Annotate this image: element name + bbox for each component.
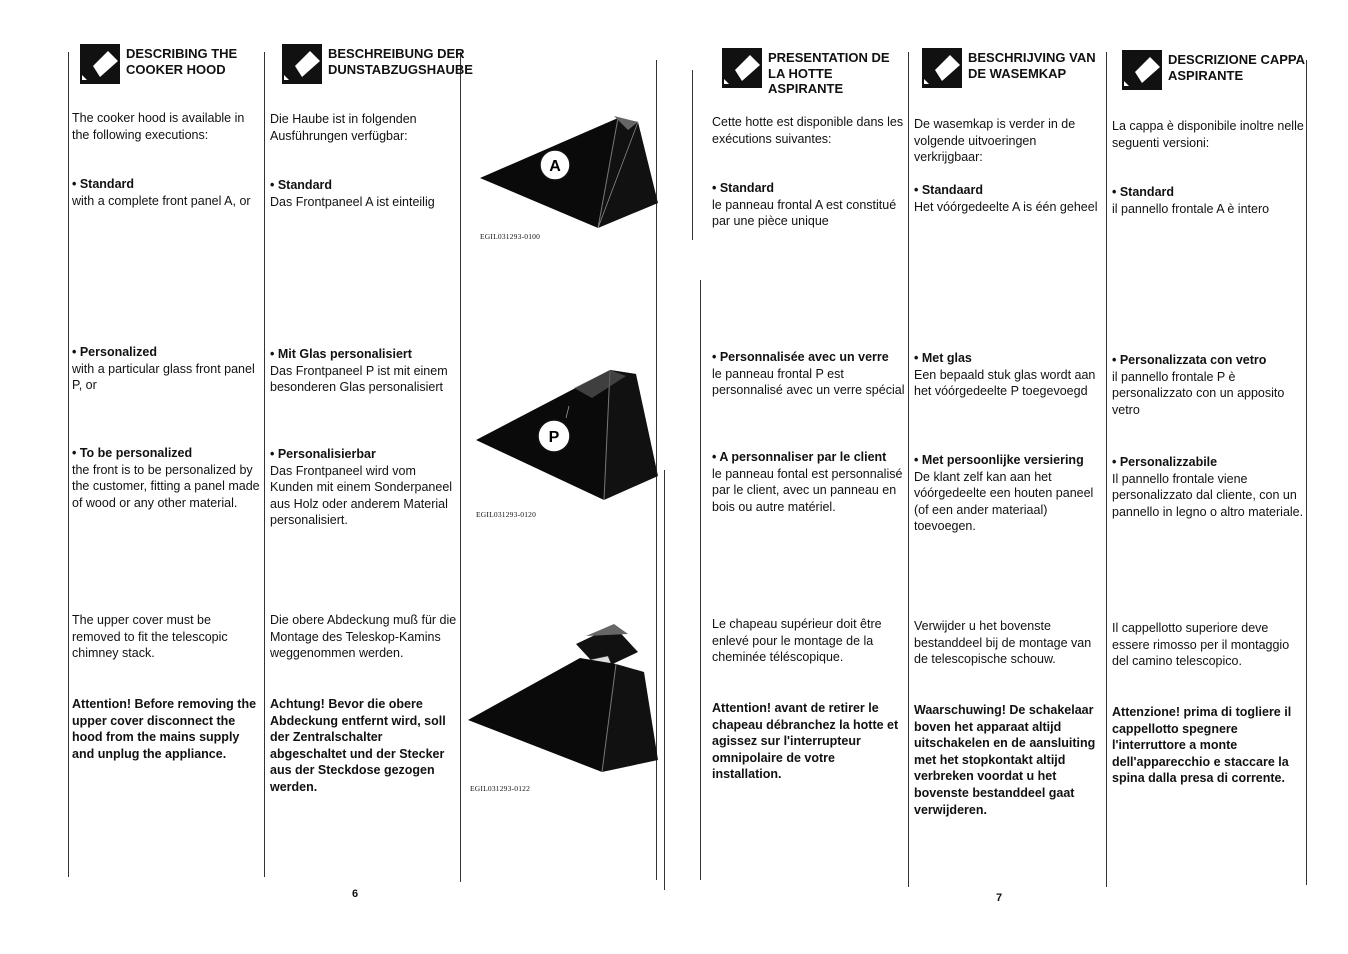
column-rule <box>700 280 701 880</box>
section-title: BESCHRIJVING VAN DE WASEMKAP <box>968 50 1096 81</box>
option-text: De klant zelf kan aan het vóórgedeelte een houten paneel (of een ander materiaal) toevoegen. <box>914 469 1094 534</box>
option-title: • Personalizzabile <box>1112 455 1218 469</box>
option-title: • Standard <box>72 177 135 191</box>
intro-text: Cette hotte est disponible dans les exécutions suivantes: <box>712 115 904 146</box>
cover-text: Le chapeau supérieur doit être enlevé pour le montage de la cheminée téléscopique. <box>712 617 882 665</box>
option-text: Das Frontpaneel wird vom Kunden mit einem Sonderpaneel aus Holz oder anderem Material personalisiert. <box>270 463 453 528</box>
column-rule <box>692 70 693 240</box>
option-text: with a particular glass front panel P, or <box>72 361 255 393</box>
warning-text: Attenzione! prima di togliere il cappellotto spegnere l'interruttore a monte dell'apparecchio e staccare la spina dalla presa di corrente. <box>1112 705 1292 786</box>
section-heading-nl <box>922 48 1106 88</box>
section-title: DESCRIBING THE COOKER HOOD <box>126 46 238 77</box>
option-title: • Standard <box>1112 185 1175 199</box>
section-title: DESCRIZIONE CAPPA ASPIRANTE <box>1168 52 1305 83</box>
figure-code: EGIL031293-0120 <box>476 510 537 519</box>
warning-text: Attention! Before removing the upper cover disconnect the hood from the mains supply and unplug the appliance. <box>72 697 257 761</box>
hood-illustration-p <box>474 368 658 508</box>
option-title: • To be personalized <box>72 446 193 460</box>
option-title: • Personalized <box>72 345 157 359</box>
hood-section-icon <box>922 48 962 88</box>
hood-illustration-a <box>478 108 658 230</box>
column-rule <box>68 52 69 877</box>
column-rule <box>664 470 665 890</box>
cover-text: Die obere Abdeckung muß für die Montage des Teleskop-Kamins weggenommen werden. <box>270 613 457 661</box>
figure-label: A <box>549 158 561 175</box>
option-title: • Met glas <box>914 351 972 365</box>
option-text: the front is to be personalized by the customer, fitting a panel made of wood or any other material. <box>72 462 260 510</box>
option-text: with a complete front panel A, or <box>72 193 251 208</box>
option-text: Een bepaald stuk glas wordt aan het vóórgedeelte P toegevoegd <box>914 367 1096 399</box>
option-text: le panneau frontal P est personnalisé avec un verre spécial <box>712 366 905 398</box>
page-number-right: 7 <box>996 892 1003 904</box>
option-title: • Mit Glas personalisiert <box>270 347 412 361</box>
option-title: • Standard <box>712 181 775 195</box>
column-rule <box>1306 60 1307 885</box>
option-text: Das Frontpaneel P ist mit einem besonderen Glas personalisiert <box>270 363 448 395</box>
option-text: il pannello frontale A è intero <box>1112 201 1270 216</box>
intro-text: De wasemkap is verder in de volgende uitvoeringen verkrijgbaar: <box>914 117 1076 165</box>
column-rule <box>1106 52 1107 887</box>
hood-section-icon <box>282 44 322 84</box>
option-title: • Standard <box>270 178 333 192</box>
column-rule <box>264 52 265 877</box>
intro-text: Die Haube ist in folgenden Ausführungen verfügbar: <box>270 112 417 143</box>
intro-text: The cooker hood is available in the following executions: <box>72 111 245 142</box>
section-heading-fr <box>722 48 908 97</box>
cover-text: The upper cover must be removed to fit the telescopic chimney stack. <box>72 613 228 661</box>
column-rule <box>460 52 461 882</box>
figure-code: EGIL031293-0100 <box>480 232 541 241</box>
page-number-left: 6 <box>352 888 359 900</box>
option-title: • A personnaliser par le client <box>712 450 887 464</box>
warning-text: Achtung! Bevor die obere Abdeckung entfernt wird, soll der Zentralschalter abgeschaltet und der Stecker aus der Steckdose gezogen werden. <box>270 697 446 794</box>
column-rule <box>908 52 909 887</box>
cover-text: Il cappellotto superiore deve essere rimosso per il montaggio del camino telescopico. <box>1112 621 1290 669</box>
section-heading-de <box>282 44 473 84</box>
option-text: il pannello frontale P è personalizzato con un apposito vetro <box>1112 369 1285 417</box>
section-title: BESCHREIBUNG DER DUNSTABZUGSHAUBE <box>328 46 473 77</box>
option-title: • Personalisierbar <box>270 447 376 461</box>
section-heading-en <box>80 44 260 84</box>
hood-section-icon <box>722 48 762 88</box>
section-heading-it <box>1122 50 1306 90</box>
intro-text: La cappa è disponibile inoltre nelle seguenti versioni: <box>1112 119 1304 150</box>
option-title: • Standaard <box>914 183 983 197</box>
section-title: PRESENTATION DE LA HOTTE ASPIRANTE <box>768 50 890 96</box>
option-text: le panneau fontal est personnalisé par le client, avec un panneau en bois ou autre matériel. <box>712 466 903 514</box>
figure-code: EGIL031293-0122 <box>470 784 531 793</box>
hood-section-icon <box>80 44 120 84</box>
cover-text: Verwijder u het bovenste bestanddeel bij de montage van de telescopische schouw. <box>914 619 1092 667</box>
option-title: • Met persoonlijke versiering <box>914 453 1084 467</box>
figure-label: P <box>548 429 560 446</box>
option-text: Het vóórgedeelte A is één geheel <box>914 199 1098 214</box>
warning-text: Attention! avant de retirer le chapeau débranchez la hotte et agissez sur l'interrupteur omnipolaire de votre installation. <box>712 701 899 782</box>
hood-section-icon <box>1122 50 1162 90</box>
option-text: Il pannello frontale viene personalizzato dal cliente, con un pannello in legno o altro materiale. <box>1112 471 1304 519</box>
option-title: • Personalizzata con vetro <box>1112 353 1267 367</box>
warning-text: Waarschuwing! De schakelaar boven het apparaat altijd uitschakelen en de aansluiting met het stopkontakt altijd verbreken voordat u het bovenste bestanddeel gaat verwijderen. <box>914 703 1096 817</box>
hood-illustration-cover <box>466 620 658 780</box>
option-title: • Personnalisée avec un verre <box>712 350 889 364</box>
option-text: Das Frontpaneel A ist einteilig <box>270 194 435 209</box>
option-text: le panneau frontal A est constitué par une pièce unique <box>712 197 897 229</box>
